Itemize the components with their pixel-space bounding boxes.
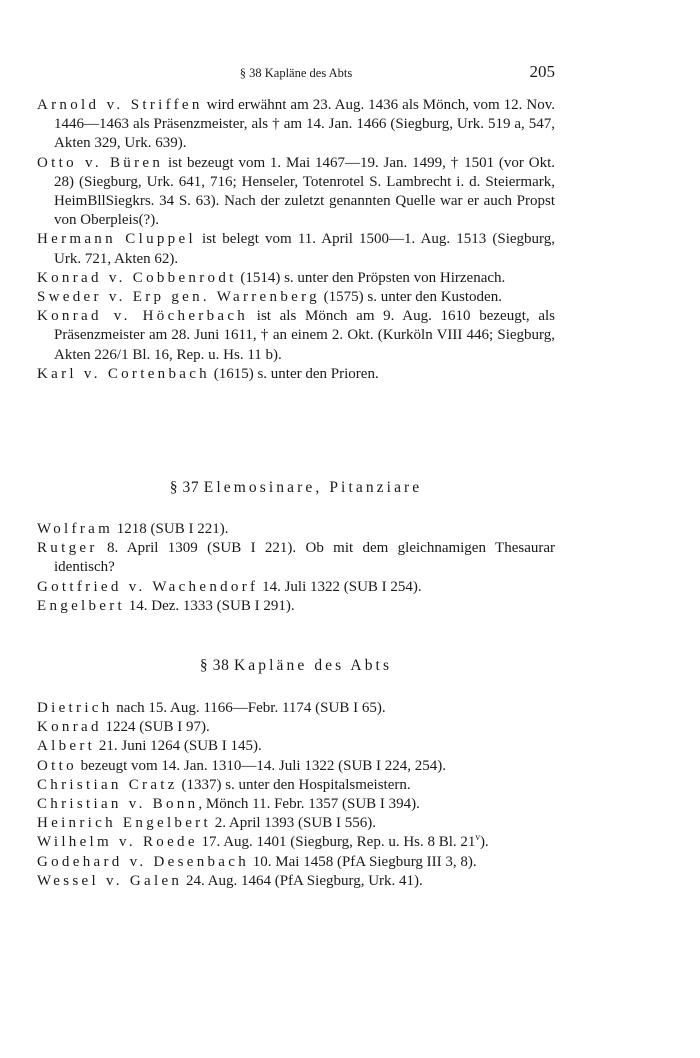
entry-text: 21. Juni 1264 (SUB I 145). bbox=[95, 738, 262, 755]
entry-text: 8. April 1309 (SUB I 221). Ob mit dem gleichnamigen Thesaurar identisch? bbox=[54, 540, 555, 576]
person-name: Hermann Cluppel bbox=[37, 231, 196, 248]
entry-text: , Mönch 11. Febr. 1357 (SUB I 394). bbox=[198, 796, 420, 813]
section-number: § 37 bbox=[169, 479, 200, 496]
entry-text: 2. April 1393 (SUB I 556). bbox=[210, 815, 376, 832]
entry-text: bezeugt vom 14. Jan. 1310—14. Juli 1322 (SUB I 224, 254). bbox=[76, 757, 447, 774]
list-item bbox=[37, 757, 555, 776]
person-name: Arnold v. Striffen bbox=[37, 97, 203, 113]
list-item bbox=[37, 795, 555, 814]
entry-text: (1514) s. unter den Pröpsten von Hirzenach. bbox=[236, 269, 506, 286]
list-item bbox=[37, 365, 555, 384]
entry-text: (1575) s. unter den Kustoden. bbox=[319, 289, 502, 306]
section-heading bbox=[37, 657, 555, 675]
person-name: Gottfried v. Wachendorf bbox=[37, 578, 259, 595]
list-item bbox=[37, 96, 555, 154]
entry-text: 14. Juli 1322 (SUB I 254). bbox=[258, 578, 422, 595]
person-name: Otto bbox=[37, 757, 77, 774]
entry-text: 24. Aug. 1464 (PfA Siegburg, Urk. 41). bbox=[182, 872, 423, 889]
list-item bbox=[37, 833, 555, 852]
person-name: Konrad bbox=[37, 719, 102, 736]
section-heading bbox=[37, 479, 555, 497]
entry-text: ist bezeugt vom 1. Mai 1467—19. Jan. 1499, † 1501 (vor Okt. 28) (Siegburg, Urk. 641, 716; Henseler, Totenrotel S. Lambrecht i. d. Steiermark, HeimBllSiegkrs. 34 S. 63). Nach der zuletzt genannten Quelle war er auch Propst von Oberpleis(?). bbox=[54, 154, 555, 229]
list-item bbox=[37, 578, 555, 597]
section-heading-37 bbox=[37, 479, 555, 497]
person-name: Dietrich bbox=[37, 700, 113, 716]
list-item bbox=[37, 872, 555, 891]
list-item bbox=[37, 230, 555, 268]
person-name: Sweder v. Erp gen. Warrenberg bbox=[37, 289, 320, 306]
entry-text: 10. Mai 1458 (PfA Siegburg III 3, 8). bbox=[249, 853, 477, 870]
person-name: Albert bbox=[37, 738, 96, 755]
page-number: 205 bbox=[529, 62, 555, 81]
entry-text-tail: ). bbox=[479, 834, 489, 851]
running-head bbox=[37, 62, 555, 84]
list-item bbox=[37, 718, 555, 737]
entry-text: nach 15. Aug. 1166—Febr. 1174 (SUB I 65). bbox=[112, 700, 386, 716]
person-name: Otto v. Büren bbox=[37, 154, 164, 171]
entries-block-continued bbox=[37, 96, 555, 384]
entry-text: 1224 (SUB I 97). bbox=[101, 719, 210, 736]
section-number: § 38 bbox=[199, 657, 230, 674]
person-name: Wilhelm v. Roede bbox=[37, 834, 198, 851]
list-item bbox=[37, 520, 555, 539]
entry-text: ist belegt vom 11. April 1500—1. Aug. 1513 (Siegburg, Urk. 721, Akten 62). bbox=[54, 231, 555, 267]
list-item bbox=[37, 737, 555, 756]
list-item bbox=[37, 776, 555, 795]
person-name: Konrad v. Höcherbach bbox=[37, 308, 249, 325]
entry-text: (1615) s. unter den Prioren. bbox=[209, 365, 379, 382]
person-name: Christian v. Bonn bbox=[37, 796, 199, 813]
section-title: Elemosinare, Pitanziare bbox=[203, 479, 423, 496]
section-title: Kapläne des Abts bbox=[234, 657, 393, 674]
list-item bbox=[37, 288, 555, 307]
list-item bbox=[37, 269, 555, 288]
entry-text: ist als Mönch am 9. Aug. 1610 bezeugt, als Präsenzmeister am 28. Juni 1611, † an einem 2. Okt. (Kurköln VIII 446; Siegburg, Akten 226/1 Bl. 16, Rep. u. Hs. 11 b). bbox=[54, 308, 555, 363]
person-name: Wessel v. Galen bbox=[37, 872, 183, 889]
person-name: Konrad v. Cobbenrodt bbox=[37, 269, 237, 286]
entry-text: wird erwähnt am 23. Aug. 1436 als Mönch, vom 12. Nov. 1446—1463 als Präsenzmeister, als † am 14. Jan. 1466 (Siegburg, Urk. 519 a, 547, Akten 329, Urk. 639). bbox=[54, 97, 555, 152]
section-heading-38 bbox=[37, 657, 555, 675]
list-item bbox=[37, 539, 555, 577]
list-item bbox=[37, 597, 555, 616]
section-38-entries bbox=[37, 699, 555, 891]
person-name: Godehard v. Desenbach bbox=[37, 853, 250, 870]
entry-text: 14. Dez. 1333 (SUB I 291). bbox=[125, 597, 295, 614]
section-37-entries bbox=[37, 520, 555, 616]
list-item bbox=[37, 699, 555, 718]
list-item bbox=[37, 307, 555, 365]
person-name: Rutger bbox=[37, 540, 98, 557]
person-name: Karl v. Cortenbach bbox=[37, 365, 210, 382]
entry-text: 17. Aug. 1401 (Siegburg, Rep. u. Hs. 8 Bl. 21 bbox=[197, 834, 476, 851]
list-item bbox=[37, 814, 555, 833]
entry-text: (1337) s. unter den Hospitalsmeistern. bbox=[177, 776, 411, 793]
list-item bbox=[37, 154, 555, 231]
person-name: Engelbert bbox=[37, 597, 126, 614]
list-item bbox=[37, 853, 555, 872]
running-head-title: § 38 Kapläne des Abts bbox=[239, 66, 353, 80]
person-name: Heinrich Engelbert bbox=[37, 815, 211, 832]
person-name: Christian Cratz bbox=[37, 776, 178, 793]
person-name: Wolfram bbox=[37, 521, 114, 537]
superscript: v bbox=[475, 832, 480, 843]
entry-text: 1218 (SUB I 221). bbox=[113, 521, 229, 537]
